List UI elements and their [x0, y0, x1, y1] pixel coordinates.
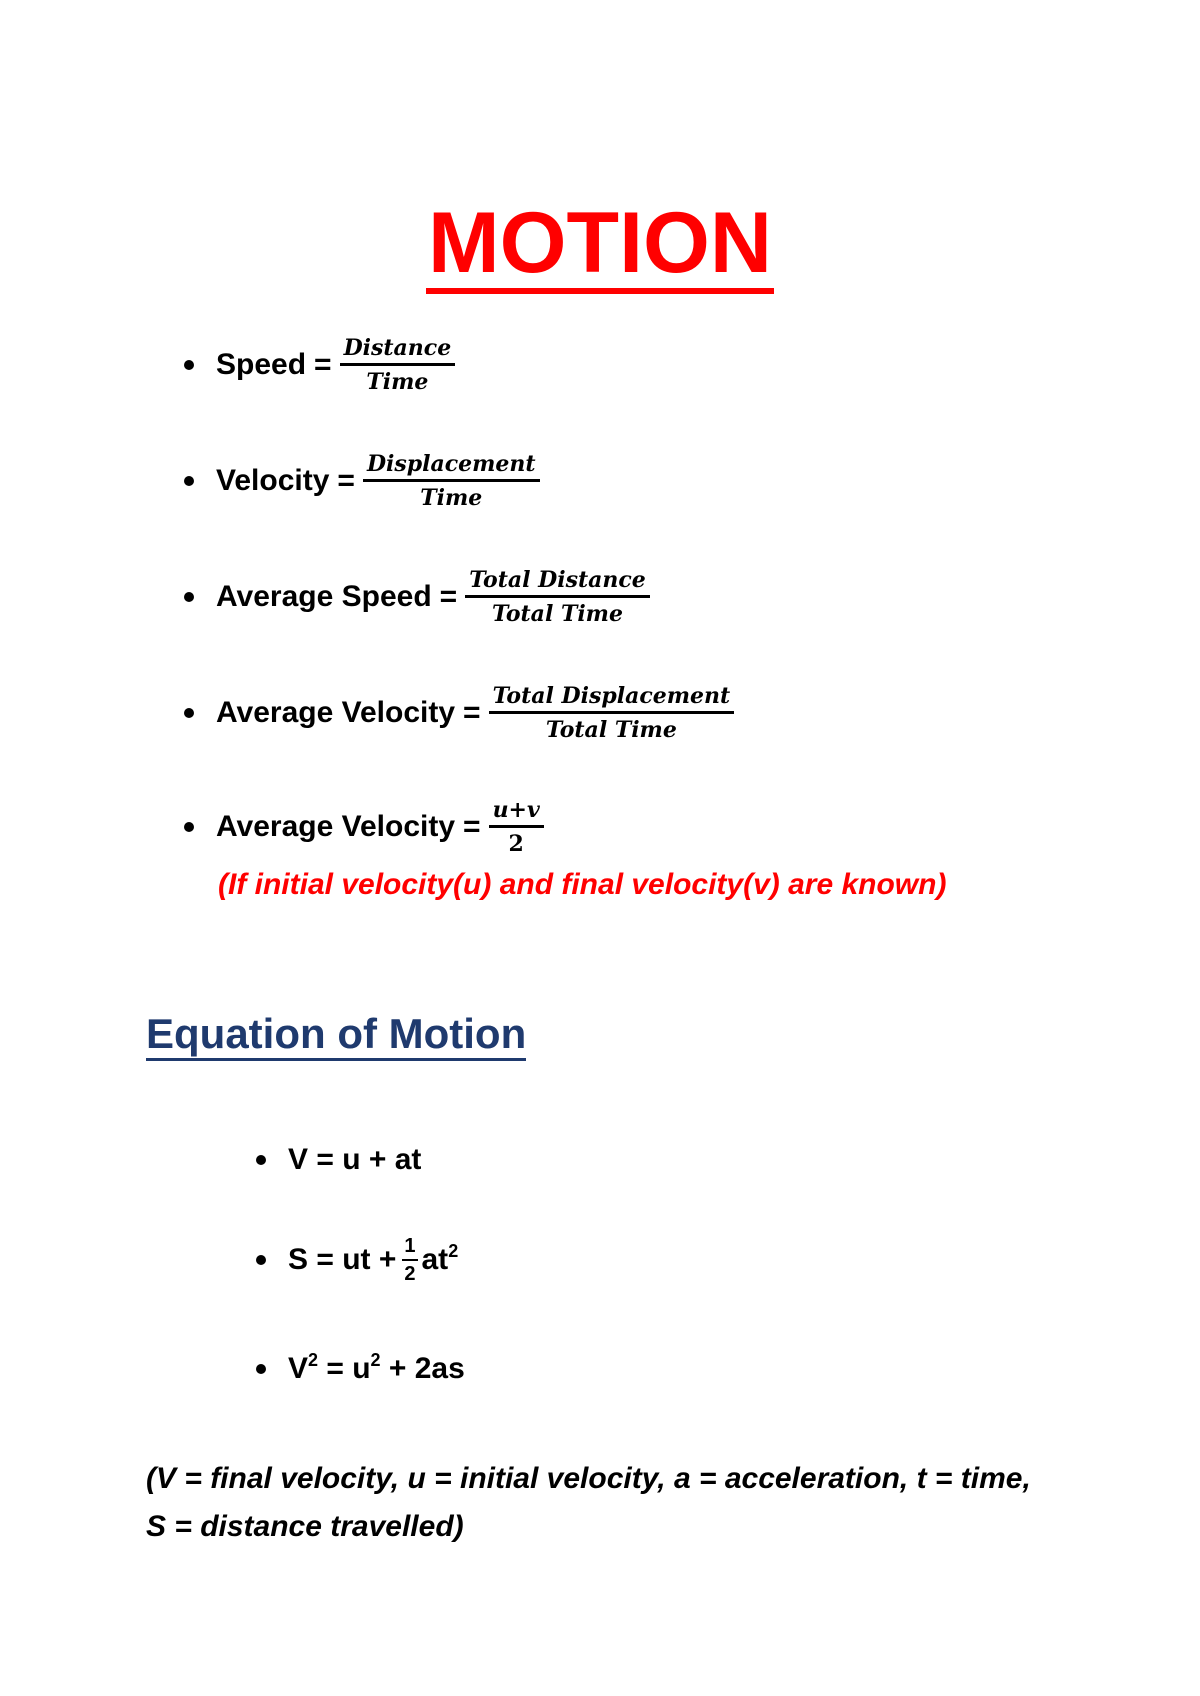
fraction-denominator: Total Time — [545, 717, 677, 743]
exponent: 2 — [308, 1350, 319, 1370]
title-text: MOTION — [426, 200, 774, 294]
fraction-numerator: Distance — [340, 337, 456, 366]
fraction-denominator: 2 — [404, 1263, 416, 1285]
equation-v: V — [288, 1352, 309, 1385]
fraction-numerator: Total Displacement — [489, 685, 735, 714]
equation-2 — [256, 1236, 458, 1284]
equals-sign: = — [314, 348, 332, 381]
fraction-numerator: Total Distance — [465, 569, 650, 598]
fraction-numerator: u+v — [489, 799, 544, 828]
formula-label: Speed — [216, 348, 307, 381]
fraction-denominator: Time — [366, 369, 429, 395]
fraction-numerator: 1 — [402, 1236, 417, 1261]
equation-3 — [256, 1352, 465, 1386]
variables-legend: (V = final velocity, u = initial velocity, a = acceleration, t = time, S = distance travelled) — [146, 1462, 1031, 1543]
fraction-numerator: Displacement — [363, 453, 540, 482]
formula-velocity — [184, 453, 540, 509]
equation-mid: = u — [318, 1352, 371, 1385]
fraction — [465, 569, 650, 625]
fraction-denominator: Total Time — [492, 601, 623, 627]
exponent: 2 — [448, 1241, 459, 1261]
bullet-icon — [256, 1364, 266, 1374]
fraction — [340, 337, 456, 393]
fraction — [489, 799, 544, 855]
equals-sign: = — [337, 464, 355, 497]
bullet-icon — [184, 592, 194, 602]
formula-label: Average Velocity — [216, 696, 456, 729]
bullet-icon — [184, 822, 194, 832]
average-velocity-note: (If initial velocity(u) and final velocity(v) are known) — [218, 868, 947, 901]
exponent: 2 — [370, 1350, 381, 1370]
bullet-icon — [256, 1155, 266, 1165]
bullet-icon — [184, 476, 194, 486]
formula-label: Velocity — [216, 464, 330, 497]
equation-end: + 2as — [380, 1352, 465, 1385]
section-heading-text: Equation of Motion — [146, 1010, 526, 1061]
equals-sign: = — [439, 580, 458, 613]
fraction-denominator: Time — [420, 485, 483, 511]
bullet-icon — [256, 1255, 266, 1265]
equation-1 — [256, 1143, 421, 1177]
page-title — [0, 195, 1200, 294]
fraction — [489, 685, 735, 741]
section-heading — [146, 1010, 526, 1058]
bullet-icon — [184, 708, 194, 718]
half-fraction — [402, 1236, 417, 1284]
fraction — [363, 453, 540, 509]
formula-average-velocity-uv — [184, 799, 544, 855]
formula-label: Average Velocity — [216, 810, 456, 843]
equals-sign: = — [463, 810, 481, 843]
formula-label: Average Speed — [216, 580, 432, 613]
formula-average-speed — [184, 569, 650, 625]
fraction-denominator: 2 — [508, 831, 524, 857]
equation-text-suffix — [422, 1243, 459, 1277]
equation-text-prefix: S = ut + — [288, 1243, 397, 1276]
formula-speed — [184, 337, 455, 393]
equation-at: at — [421, 1243, 449, 1276]
bullet-icon — [184, 360, 194, 370]
equation-text — [288, 1352, 465, 1386]
formula-average-velocity — [184, 685, 734, 741]
equals-sign: = — [463, 696, 481, 729]
equation-text: V = u + at — [288, 1143, 422, 1176]
